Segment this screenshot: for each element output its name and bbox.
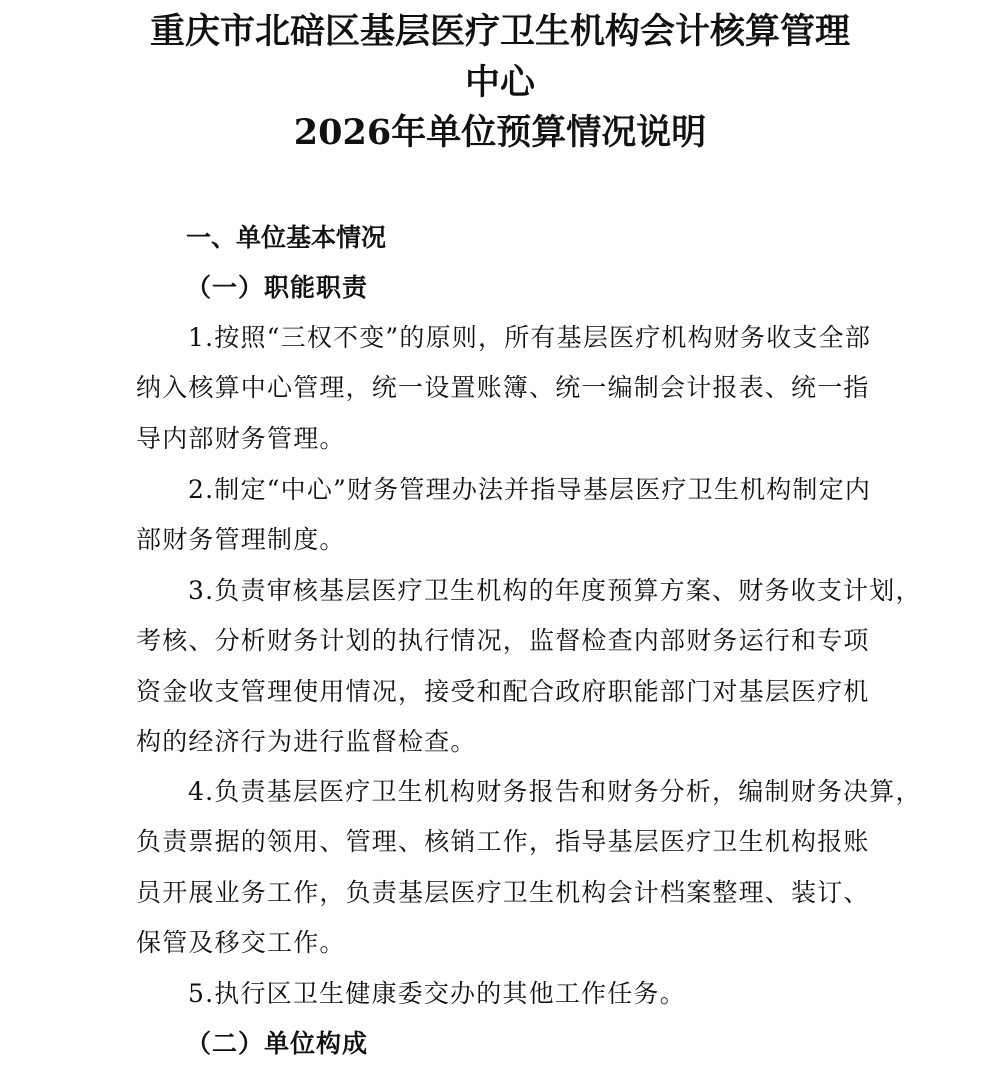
function-item-4-line-4: 保管及移交工作。: [136, 928, 346, 958]
document-title-line-3: 2026年单位预算情况说明: [293, 112, 707, 153]
function-item-1-line-3: 导内部财务管理。: [136, 423, 346, 453]
function-item-3: [136, 566, 922, 768]
function-item-4-line-2: 负责票据的领用、管理、核销工作，指导基层医疗卫生机构报账: [136, 827, 870, 857]
function-item-1-line-1: 1.按照“三权不变”的原则，所有基层医疗机构财务收支全部: [188, 323, 872, 352]
function-item-3-line-1: 3.负责审核基层医疗卫生机构的年度预算方案、财务收支计划，: [188, 576, 922, 605]
function-item-2: [136, 465, 896, 566]
function-item-1-line-2: 纳入核算中心管理，统一设置账簿、统一编制会计报表、统一指: [136, 373, 870, 403]
function-item-2-line-2: 部财务管理制度。: [136, 525, 346, 555]
function-item-3-line-3: 资金收支管理使用情况，接受和配合政府职能部门对基层医疗机: [136, 676, 870, 706]
document-title-line-1: 重庆市北碚区基层医疗卫生机构会计核算管理: [149, 11, 850, 52]
section-heading-basic-info: 一、单位基本情况: [186, 223, 387, 252]
document-title-line-2: 中心: [464, 62, 535, 103]
function-item-3-line-4: 构的经济行为进行监督检查。: [136, 727, 477, 757]
function-item-5: [136, 969, 896, 1019]
subsection-heading-composition: （二）单位构成: [186, 1029, 369, 1058]
function-item-4-line-1: 4.负责基层医疗卫生机构财务报告和财务分析，编制财务决算，: [188, 777, 922, 806]
function-item-1: [136, 313, 896, 464]
function-item-3-line-2: 考核、分析财务计划的执行情况，监督检查内部财务运行和专项: [136, 626, 870, 656]
function-item-5-line-1: 5.执行区卫生健康委交办的其他工作任务。: [188, 979, 686, 1008]
function-item-4-line-3: 员开展业务工作，负责基层医疗卫生机构会计档案整理、装订、: [136, 877, 870, 907]
function-item-4: [136, 767, 922, 969]
subsection-heading-functions: （一）职能职责: [186, 273, 369, 302]
function-item-2-line-1: 2.制定“中心”财务管理办法并指导基层医疗卫生机构制定内: [188, 475, 872, 504]
